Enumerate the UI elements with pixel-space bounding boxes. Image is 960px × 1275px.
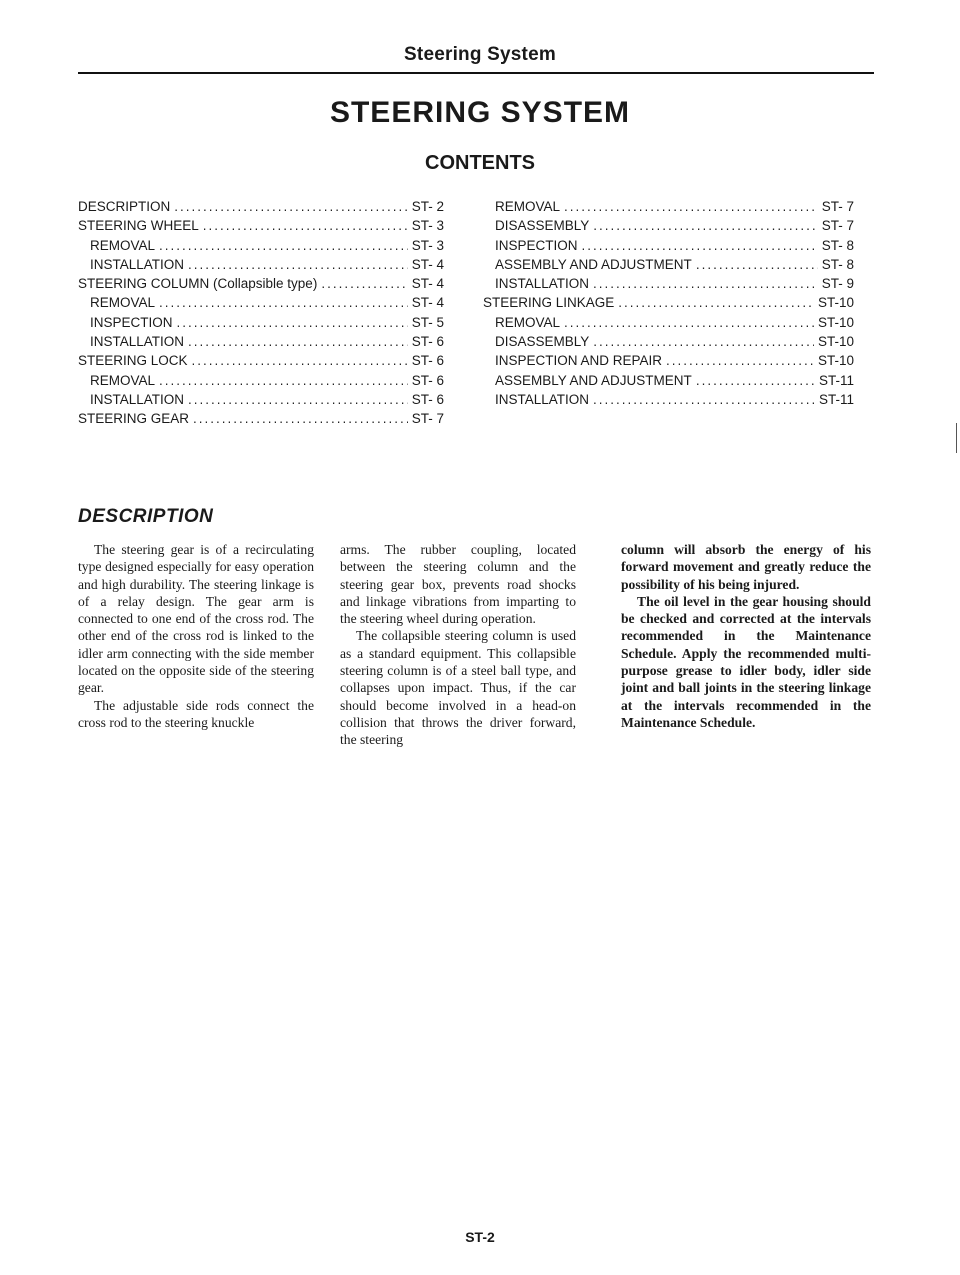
toc-entry[interactable]	[78, 353, 444, 372]
toc-entry[interactable]	[483, 392, 854, 411]
toc-entry[interactable]	[78, 411, 444, 430]
body-paragraph: The adjustable side rods connect the cross rod to the steering knuckle	[78, 697, 314, 730]
toc-label: DESCRIPTION	[78, 199, 171, 214]
toc-entry[interactable]	[483, 257, 854, 276]
body-paragraph: The steering gear is of a recirculating type designed especially for easy operation and high durability. The steering linkage is of a relay design. The gear arm is connected to one end of the cross rod. The other end of the cross rod is linked to the idler arm connecting with the side member located on the opposite side of the steering gear.	[78, 542, 314, 696]
toc-leader	[193, 411, 408, 426]
toc-page: ST- 2	[411, 199, 444, 214]
toc-label: STEERING LINKAGE	[483, 295, 615, 311]
toc-leader	[159, 295, 408, 310]
toc-label: INSTALLATION	[90, 391, 185, 407]
toc-entry[interactable]	[483, 353, 854, 372]
toc-page: ST- 9	[821, 276, 854, 292]
toc-entry[interactable]	[78, 199, 444, 218]
toc-leader	[593, 392, 815, 407]
toc-page: ST-10	[817, 334, 854, 350]
toc-leader	[159, 373, 408, 388]
toc-entry[interactable]	[78, 257, 444, 276]
toc-page: ST- 4	[411, 256, 444, 272]
toc-page: ST- 4	[411, 295, 444, 311]
header-rule	[78, 72, 874, 74]
toc-leader	[188, 392, 408, 407]
toc-page: ST-11	[818, 372, 854, 388]
toc-label: STEERING WHEEL	[78, 218, 199, 234]
running-head: Steering System	[404, 44, 556, 65]
toc-right-column	[483, 199, 854, 411]
toc-label: STEERING LOCK	[78, 353, 188, 369]
body-paragraph: The collapsible steering column is used as a standard equipment. This collapsible steering column is of a steel ball type, and collapses upon impact. Thus, if the car should become involved in a head-on collision that throws the driver forward, the steering	[340, 628, 576, 748]
body-paragraph: The oil level in the gear housing should be checked and corrected at the intervals recommended in the Maintenance Schedule. Apply the recommended multi-purpose grease to idler body, idler side joint and ball joints in the steering linkage at the intervals recommended in the Maintenance Schedule.	[621, 593, 871, 730]
toc-label: STEERING GEAR	[78, 411, 190, 427]
toc-left-column	[78, 199, 444, 431]
toc-entry[interactable]	[78, 238, 444, 257]
toc-page: ST- 5	[411, 314, 444, 330]
toc-label: REMOVAL	[90, 237, 156, 253]
page-number: ST-2	[465, 1229, 495, 1245]
toc-leader	[593, 276, 818, 291]
toc-entry[interactable]	[483, 199, 854, 218]
toc-entry[interactable]	[483, 276, 854, 295]
toc-leader	[321, 276, 407, 291]
toc-leader	[203, 218, 408, 233]
toc-label: INSTALLATION	[495, 391, 590, 407]
toc-label: INSPECTION AND REPAIR	[495, 353, 663, 369]
toc-page: ST-10	[817, 295, 854, 311]
toc-label: DISASSEMBLY	[495, 218, 590, 234]
toc-leader	[696, 257, 818, 272]
toc-entry[interactable]	[483, 315, 854, 334]
toc-page: ST- 8	[821, 256, 854, 272]
toc-page: ST-10	[817, 314, 854, 330]
section-heading-description: DESCRIPTION	[78, 506, 214, 527]
toc-leader	[696, 373, 815, 388]
toc-entry[interactable]	[483, 334, 854, 353]
toc-leader	[564, 315, 814, 330]
margin-mark	[956, 423, 957, 453]
toc-leader	[192, 353, 408, 368]
toc-page: ST- 6	[411, 391, 444, 407]
toc-label: REMOVAL	[90, 372, 156, 388]
body-paragraph: column will absorb the energy of his forward movement and greatly reduce the possibility of his being injured.	[621, 542, 871, 592]
toc-label: INSPECTION	[90, 314, 173, 330]
toc-entry[interactable]	[483, 218, 854, 237]
toc-page: ST- 4	[411, 276, 444, 292]
toc-entry[interactable]	[78, 315, 444, 334]
toc-entry[interactable]	[78, 295, 444, 314]
toc-leader	[564, 199, 818, 214]
description-column-3	[621, 541, 871, 731]
toc-label: REMOVAL	[90, 295, 156, 311]
toc-label: INSTALLATION	[495, 276, 590, 292]
toc-label: ASSEMBLY AND ADJUSTMENT	[495, 256, 692, 272]
toc-page: ST-11	[818, 391, 854, 407]
toc-label: DISASSEMBLY	[495, 334, 590, 350]
contents-title: CONTENTS	[425, 152, 535, 174]
toc-leader	[188, 257, 408, 272]
description-column-1	[78, 541, 314, 731]
toc-label: INSTALLATION	[90, 334, 185, 350]
toc-leader	[618, 295, 814, 310]
toc-page: ST- 7	[821, 199, 854, 214]
toc-leader	[593, 334, 814, 349]
toc-page: ST- 7	[821, 218, 854, 234]
toc-leader	[177, 315, 408, 330]
toc-page: ST- 6	[411, 372, 444, 388]
toc-label: INSPECTION	[495, 237, 578, 253]
toc-leader	[188, 334, 408, 349]
toc-page: ST- 3	[411, 237, 444, 253]
toc-label: REMOVAL	[495, 314, 561, 330]
toc-page: ST- 3	[411, 218, 444, 234]
toc-page: ST- 7	[411, 411, 444, 427]
toc-page: ST- 6	[411, 353, 444, 369]
toc-page: ST- 8	[821, 237, 854, 253]
toc-entry[interactable]	[78, 276, 444, 295]
toc-leader	[666, 353, 814, 368]
toc-entry[interactable]	[483, 373, 854, 392]
toc-entry[interactable]	[483, 238, 854, 257]
page-title: STEERING SYSTEM	[329, 96, 631, 129]
toc-leader	[159, 238, 408, 253]
toc-label: INSTALLATION	[90, 256, 185, 272]
toc-entry[interactable]	[78, 334, 444, 353]
description-column-2	[340, 541, 576, 749]
toc-entry[interactable]	[78, 373, 444, 392]
toc-entry[interactable]	[483, 295, 854, 314]
toc-page: ST-10	[817, 353, 854, 369]
body-paragraph: arms. The rubber coupling, located between the steering column and the steering gear box, prevents road shocks and linkage vibrations from imparting to the steering wheel during operation.	[340, 542, 576, 627]
toc-page: ST- 6	[411, 334, 444, 350]
toc-leader	[582, 238, 818, 253]
toc-entry[interactable]	[78, 218, 444, 237]
toc-leader	[174, 199, 407, 214]
toc-label: STEERING COLUMN (Collapsible type)	[78, 276, 318, 292]
toc-label: ASSEMBLY AND ADJUSTMENT	[495, 372, 692, 388]
toc-label: REMOVAL	[495, 199, 561, 214]
toc-leader	[593, 218, 817, 233]
toc-entry[interactable]	[78, 392, 444, 411]
